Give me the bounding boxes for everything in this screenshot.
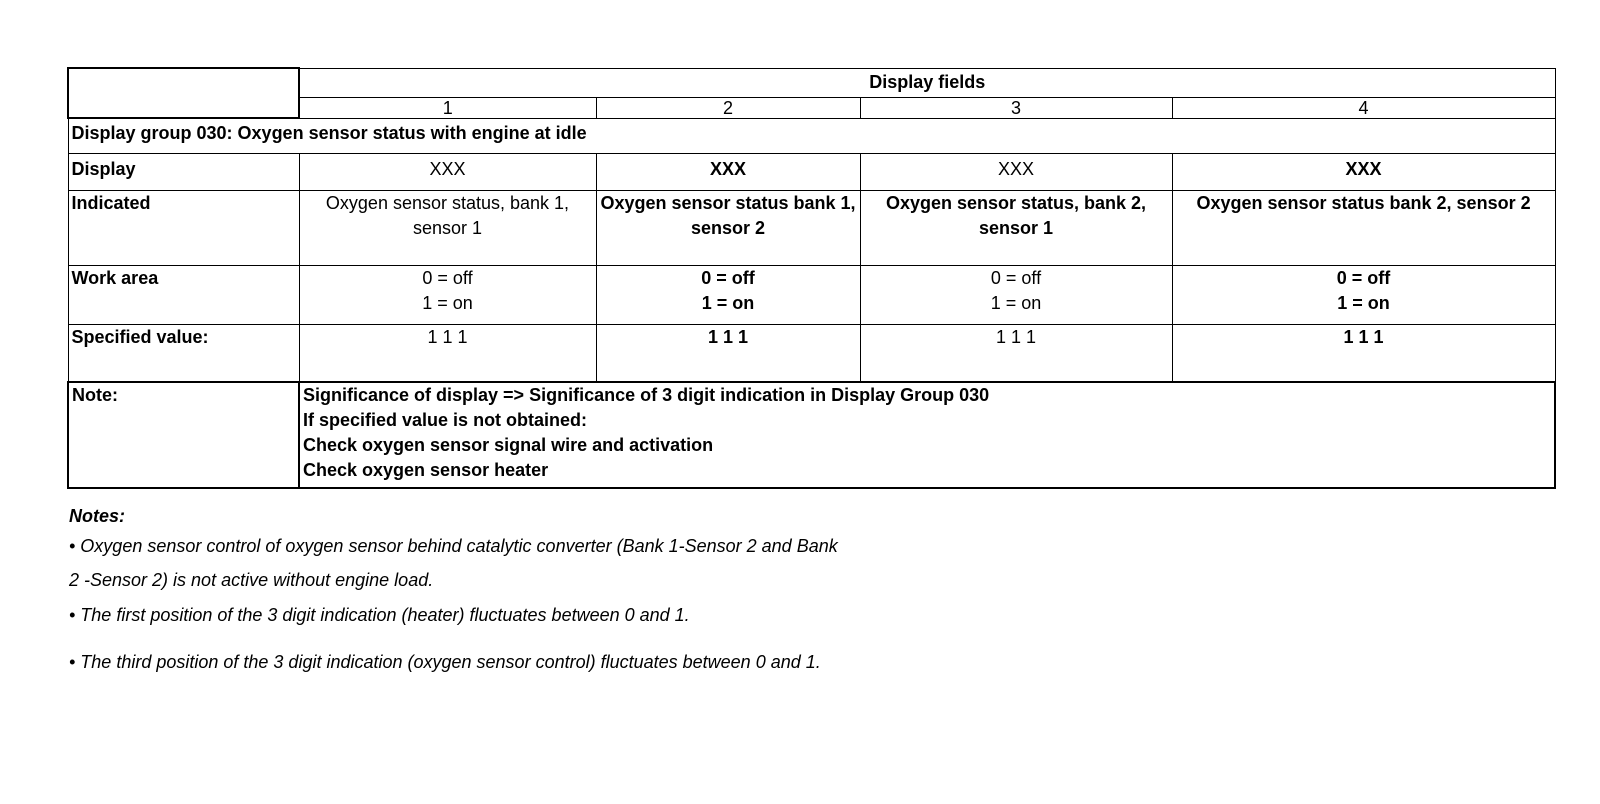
work-area-value-3 xyxy=(860,266,1172,325)
notes-section xyxy=(69,505,1549,672)
specified-value-1: 1 1 1 xyxy=(299,325,596,383)
notes-line: • Oxygen sensor control of oxygen sensor behind catalytic converter (Bank 1-Sensor 2 and Bank xyxy=(69,536,838,556)
display-group-title: Display group 030: Oxygen sensor status with engine at idle xyxy=(68,118,1555,154)
work-area-value-4 xyxy=(1172,266,1555,325)
indicated-value-2: Oxygen sensor status bank 1, sensor 2 xyxy=(596,191,860,266)
note-line: Check oxygen sensor signal wire and activation xyxy=(303,435,714,455)
work-area-off: 0 = off xyxy=(990,268,1042,288)
display-group-table xyxy=(67,67,1556,489)
indicated-row xyxy=(68,191,1555,266)
field-number-3: 3 xyxy=(860,97,1172,118)
notes-line: • The third position of the 3 digit indication (oxygen sensor control) fluctuates between 0 and 1. xyxy=(69,652,821,672)
row-label-specified-value: Specified value: xyxy=(68,325,299,383)
work-area-value-2 xyxy=(596,266,860,325)
specified-value-3: 1 1 1 xyxy=(860,325,1172,383)
work-area-on: 1 = on xyxy=(422,293,473,313)
work-area-on: 1 = on xyxy=(1337,293,1390,313)
note-line: Significance of display => Significance of 3 digit indication in Display Group 030 xyxy=(303,385,990,405)
work-area-on: 1 = on xyxy=(701,293,755,313)
work-area-off: 0 = off xyxy=(1336,268,1391,288)
display-fields-header: Display fields xyxy=(299,68,1555,97)
work-area-off: 0 = off xyxy=(422,268,473,288)
note-text xyxy=(299,382,1555,488)
display-value-3: XXX xyxy=(860,154,1172,191)
display-value-4: XXX xyxy=(1172,154,1555,191)
note-row xyxy=(68,382,1555,488)
display-value-1: XXX xyxy=(299,154,596,191)
note-line: Check oxygen sensor heater xyxy=(303,460,549,480)
indicated-value-4: Oxygen sensor status bank 2, sensor 2 xyxy=(1172,191,1555,266)
row-label-display: Display xyxy=(68,154,299,191)
specified-value-2: 1 1 1 xyxy=(596,325,860,383)
work-area-on: 1 = on xyxy=(990,293,1042,313)
specified-value-4: 1 1 1 xyxy=(1172,325,1555,383)
notes-title: Notes: xyxy=(69,506,126,526)
display-value-2: XXX xyxy=(596,154,860,191)
work-area-value-1 xyxy=(299,266,596,325)
field-number-1: 1 xyxy=(299,97,596,118)
specified-value-row xyxy=(68,325,1555,383)
indicated-value-3: Oxygen sensor status, bank 2, sensor 1 xyxy=(860,191,1172,266)
notes-line: 2 -Sensor 2) is not active without engine load. xyxy=(69,570,434,590)
row-label-work-area: Work area xyxy=(68,266,299,325)
row-label-indicated: Indicated xyxy=(68,191,299,266)
field-number-4: 4 xyxy=(1172,97,1555,118)
field-number-2: 2 xyxy=(596,97,860,118)
note-line: If specified value is not obtained: xyxy=(303,410,588,430)
work-area-off: 0 = off xyxy=(701,268,755,288)
indicated-value-1: Oxygen sensor status, bank 1, sensor 1 xyxy=(299,191,596,266)
display-row xyxy=(68,154,1555,191)
notes-line: • The first position of the 3 digit indication (heater) fluctuates between 0 and 1. xyxy=(69,605,690,625)
corner-cell xyxy=(68,68,299,118)
work-area-row xyxy=(68,266,1555,325)
row-label-note: Note: xyxy=(68,382,299,488)
